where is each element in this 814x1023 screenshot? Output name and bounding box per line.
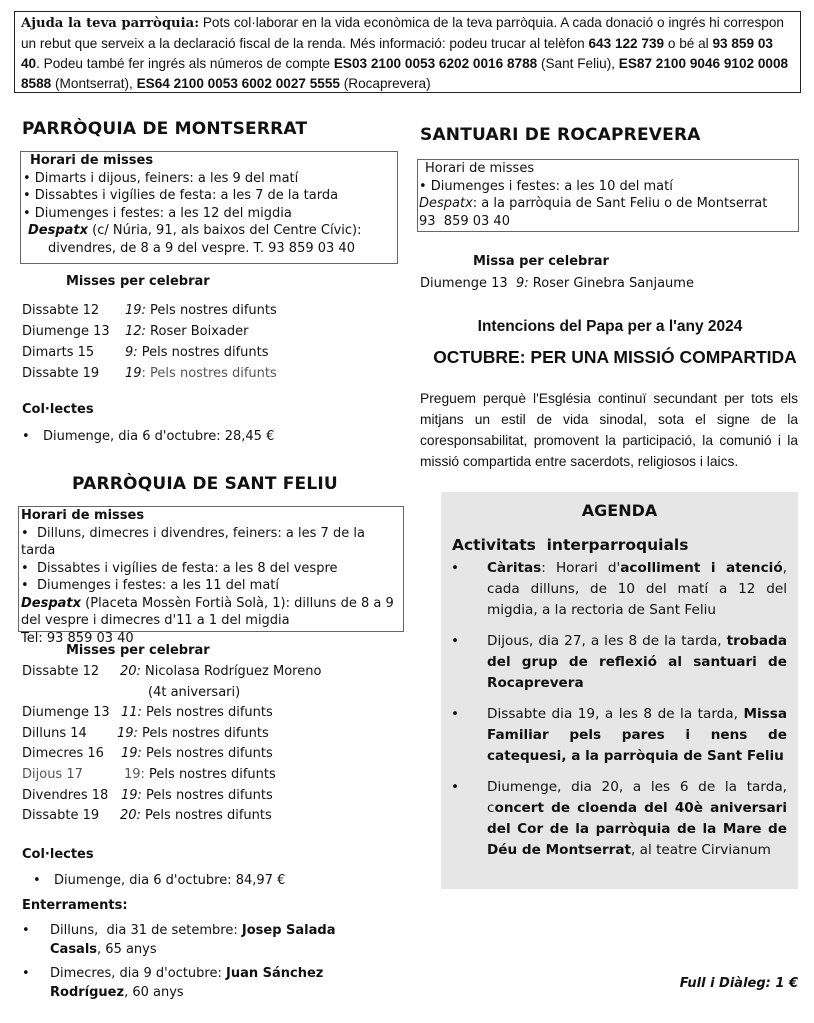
mass-intent: Pels nostres difunts [145, 303, 277, 318]
rocaprevera-title: SANTUARI DE ROCAPREVERA [420, 125, 701, 145]
agenda-text: Diumenge, dia 20, a les 6 de la tarda, c [487, 779, 787, 816]
bullet: • [22, 966, 30, 981]
schedule-text: Dilluns, dimecres i divendres, feiners: a les 7 de la tarda [21, 525, 365, 558]
agenda-bold: Missa Familiar pels pares i nens de catequesi [487, 706, 787, 764]
bullet: • [451, 779, 460, 795]
agenda-bold: trobada del grup de reflexió al santuari de Rocaprevera [487, 633, 787, 691]
burial-age: , 65 anys [97, 942, 157, 957]
papa-title: Intencions del Papa per a l'any 2024 [477, 318, 743, 335]
burial-date: Dilluns, dia 31 de setembre: [50, 923, 242, 938]
mass-intent: Nicolasa Rodríguez Moreno [140, 664, 322, 679]
agenda-item [451, 704, 787, 767]
agenda-text: : Horari d' [541, 560, 621, 576]
mass-time: 20: [120, 664, 141, 679]
bullet: • [451, 706, 460, 722]
bullet: • [451, 633, 460, 649]
mass-intent: Pels nostres difunts [141, 705, 273, 721]
agenda-text: , al teatre Cirvianum [631, 842, 771, 858]
montserrat-title: PARRÒQUIA DE MONTSERRAT [22, 119, 308, 139]
burial-name: Josep Salada Casals [50, 923, 336, 957]
iban-label: (Rocaprevera) [339, 76, 431, 91]
mass-time: 20: [120, 808, 141, 824]
mass-time: 19: [121, 787, 142, 803]
burial-age: , 60 anys [124, 985, 184, 1000]
iban-montserrat: ES87 2100 9046 9102 0008 8588 [21, 56, 789, 91]
agenda-text: Dijous, dia 27, a les 8 de la tarda, [487, 633, 727, 649]
agenda-item [451, 631, 787, 694]
rocaprevera-masses-title: Missa per celebrar [473, 254, 609, 269]
despatx-text: : a la parròquia de Sant Feliu o de Montserrat [472, 196, 768, 211]
mass-day: Dissabte 12 [22, 303, 100, 318]
mass-row [22, 363, 277, 384]
agenda-box [441, 492, 798, 889]
despatx-hours: divendres, de 8 a 9 del vespre. T. 93 859 03 40 [48, 240, 355, 256]
collection-item [33, 870, 285, 891]
mass-intent: : Pels nostres difunts [141, 366, 277, 381]
schedule-title: Horari de misses [30, 153, 154, 168]
collection-text: Diumenge, dia 6 d'octubre: 84,97 € [54, 873, 286, 888]
phone: Tel: 93 859 03 40 [21, 630, 134, 646]
burial-item [22, 921, 367, 959]
bullet: • [21, 578, 29, 593]
donation-notice [14, 11, 801, 93]
agenda-item [451, 777, 787, 861]
iban-rocaprevera: ES64 2100 0053 6002 0027 5555 [136, 76, 340, 91]
notice-text: Pots col·laborar en la vida econòmica de la teva parròquia. A cada donació o ingrés hi correspon un rebut que serveix a la declaració fiscal de la renda. Més informació: podeu trucar al telèfon [21, 15, 784, 51]
mass-row [22, 321, 277, 342]
schedule-item [21, 560, 401, 578]
mass-time: 19: [121, 746, 142, 762]
mass-time: 19: [125, 303, 146, 318]
agenda-item [451, 558, 787, 621]
papa-body: Preguem perquè l'Església continuï secundant per tots els mitjans un estil de vida sinodal, sota el signe de la coresponsabilitat, promovent la participació, la comunió i la missió compartida entre sacerdots, religiosos i laics. [420, 391, 798, 469]
sant-feliu-title: PARRÒQUIA DE SANT FELIU [72, 474, 338, 494]
price-label: Full i Diàleg: 1 € [679, 976, 798, 991]
mass-row [22, 806, 321, 827]
bullet: • [33, 873, 41, 888]
mass-day: Divendres 18 [22, 787, 109, 803]
iban-label: (Sant Feliu), [537, 56, 615, 71]
despatx-label: Despatx [28, 223, 89, 238]
bullet: • [22, 923, 30, 938]
bullet: • [21, 525, 29, 541]
papa-subtitle [420, 347, 810, 368]
mass-intent: Pels nostres difunts [141, 746, 273, 762]
agenda-bold: Càritas [487, 560, 542, 576]
mass-day: Dissabte 19 [22, 366, 100, 381]
papa-month: OCTUBRE [433, 347, 520, 367]
mass-extra: (4t aniversari) [148, 684, 241, 700]
agenda-text: , cada dilluns, de 10 del matí a 12 del migdia, a la rectoria de Sant Feliu [487, 560, 787, 618]
mass-intent: Pels nostres difunts [141, 787, 273, 803]
mass-intent: Pels nostres difunts [144, 766, 276, 782]
notice-text: o bé al [664, 36, 713, 51]
bullet: • [451, 560, 460, 576]
notice-lead: Ajuda la teva parròquia: [21, 16, 200, 31]
collection-text: Diumenge, dia 6 d'octubre: 28,45 € [43, 429, 275, 444]
mass-row [22, 744, 321, 765]
mass-row [22, 786, 321, 807]
agenda-bold: oncert de cloenda del 40è aniversari del Cor de la parròquia de la Mare de Déu de Montserrat [487, 800, 787, 858]
mass-time: 19 [125, 366, 142, 381]
mass-row [420, 273, 694, 294]
mass-time: 11: [121, 705, 142, 721]
iban-label: (Montserrat), [51, 76, 137, 91]
schedule-title: Horari de misses [425, 161, 535, 176]
mass-row [22, 662, 321, 683]
schedule-item: • Diumenges i festes: a les 10 del matí [419, 178, 673, 194]
montserrat-masses-title: Misses per celebrar [66, 274, 210, 289]
agenda-text: Dissabte dia 19, a les 8 de la tarda, [487, 706, 744, 722]
mass-day: Diumenge 13 [22, 705, 110, 721]
mass-row [22, 703, 321, 724]
despatx-label: Despatx [21, 595, 82, 611]
mass-day: Dimecres 16 [22, 746, 104, 762]
schedule-title: Horari de misses [21, 508, 145, 523]
sant-feliu-masses-title: Misses per celebrar [66, 643, 210, 658]
mass-intent: Roser Boixader [145, 324, 249, 339]
phone-number: 643 122 739 [588, 36, 665, 51]
mass-intent: Roser Ginebra Sanjaume [528, 276, 694, 291]
mass-time: 19: [124, 766, 145, 782]
burial-date: Dimecres, dia 9 d'octubre: [50, 966, 226, 981]
schedule-text: Dissabtes i vigílies de festa: a les 8 del vespre [37, 560, 338, 576]
mass-row [22, 765, 321, 786]
despatx-text: (c/ Núria, 91, als baixos del Centre Cívic): [88, 223, 362, 238]
agenda-list [451, 558, 787, 871]
rocaprevera-schedule-box [417, 159, 799, 232]
schedule-item: • Diumenges i festes: a les 12 del migdia [23, 205, 292, 221]
papa-intention: : PER UNA MISSIÓ COMPARTIDA [519, 347, 797, 367]
burial-name: Juan Sánchez Rodríguez [50, 966, 324, 1000]
mass-time: 9: [125, 345, 138, 360]
schedule-item [21, 525, 401, 560]
mass-row [22, 724, 321, 745]
schedule-text: Diumenges i festes: a les 11 del matí [37, 578, 280, 593]
schedule-item [21, 577, 401, 595]
schedule-item: • Dimarts i dijous, feiners: a les 9 del matí [23, 170, 299, 186]
agenda-subtitle: Activitats interparroquials [452, 536, 689, 554]
sant-feliu-masses-list [22, 662, 321, 827]
burial-item [22, 964, 367, 1002]
montserrat-collections-title: Col·lectes [22, 402, 94, 417]
mass-row [22, 300, 277, 321]
mass-time: 19: [117, 725, 138, 741]
mass-intent: Pels nostres difunts [137, 725, 269, 741]
despatx-text: (Placeta Mossèn Fortià Solà, 1): dilluns de 8 a 9 del vespre i dimecres d'11 a 1 del migdia [21, 595, 394, 628]
mass-row [22, 342, 277, 363]
mass-day: Dilluns 14 [22, 725, 87, 741]
phone-number: 93 859 03 40 [21, 36, 773, 71]
mass-time: 9: [515, 276, 529, 291]
notice-text: . Podeu també fer ingrés als números de compte [36, 56, 334, 71]
agenda-text: , a la parròquia de Sant Feliu [561, 748, 784, 764]
montserrat-schedule-box [20, 151, 398, 264]
iban-sant-feliu: ES03 2100 0053 6202 0016 8788 [333, 56, 538, 71]
burials-title: Enterraments: [22, 898, 128, 913]
mass-day: Diumenge 13 [22, 324, 110, 339]
collection-item [22, 426, 274, 447]
montserrat-masses-list [22, 300, 277, 384]
agenda-title: AGENDA [581, 501, 658, 520]
sant-feliu-collections-title: Col·lectes [22, 847, 94, 862]
bullet: • [22, 429, 30, 444]
phone: 93 859 03 40 [419, 213, 510, 229]
mass-time: 12: [125, 324, 146, 339]
mass-day: Dissabte 19 [22, 808, 100, 824]
mass-day: Dimarts 15 [22, 345, 95, 360]
sant-feliu-schedule-box [18, 506, 404, 646]
burials-list [22, 921, 367, 1002]
schedule-item: • Dissabtes i vigílies de festa: a les 7 de la tarda [23, 188, 339, 203]
mass-intent: Pels nostres difunts [140, 808, 272, 824]
bullet: • [21, 560, 29, 576]
despatx-label: Despatx [419, 196, 473, 211]
mass-day: Dijous 17 [22, 766, 83, 782]
mass-intent: Pels nostres difunts [137, 345, 269, 360]
mass-day: Dissabte 12 [22, 664, 100, 679]
agenda-bold: acolliment i atenció [620, 560, 783, 576]
mass-day: Diumenge 13 [420, 276, 508, 291]
